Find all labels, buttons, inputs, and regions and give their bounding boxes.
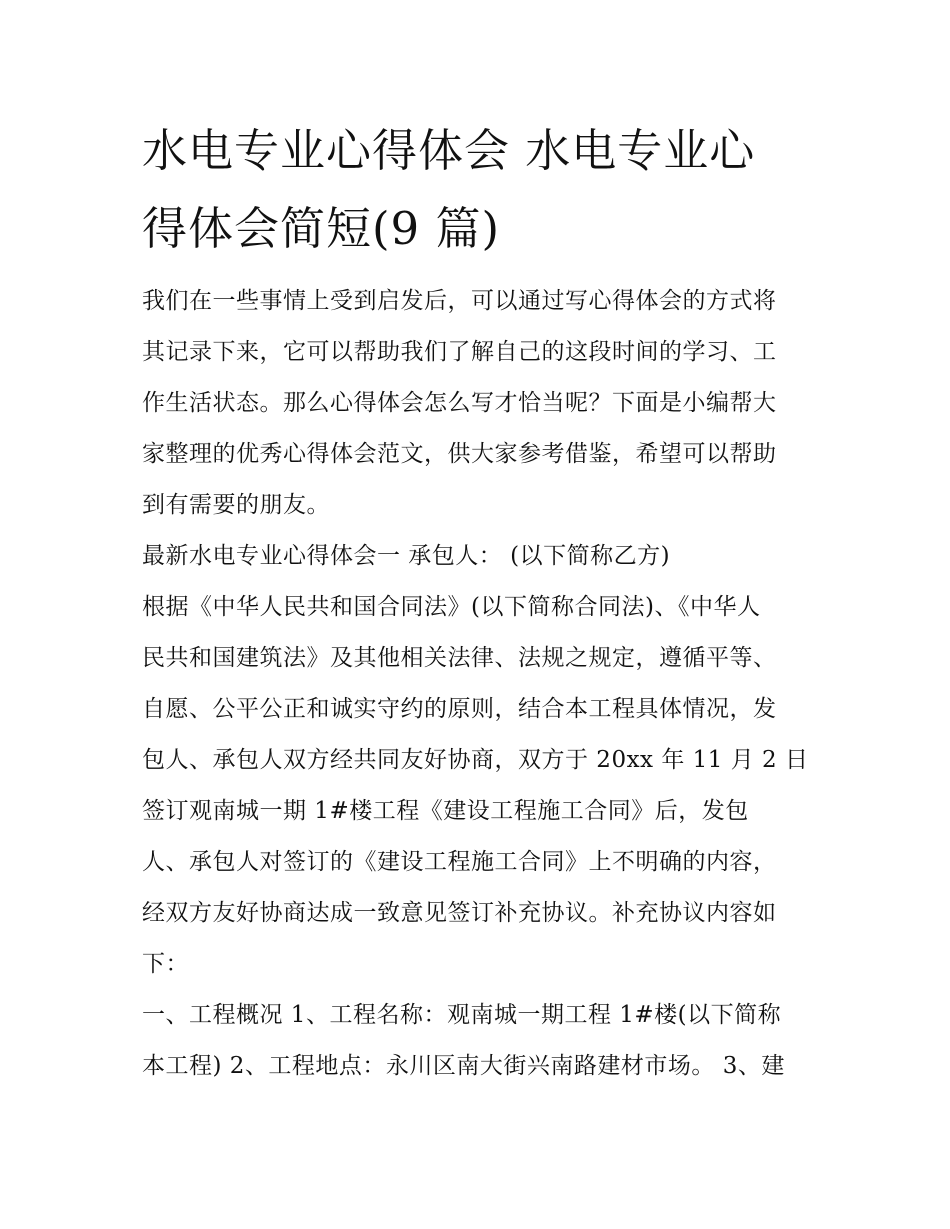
body-line: 人、承包人对签订的《建设工程施工合同》上不明确的内容， xyxy=(142,849,777,875)
body-line: 包人、承包人双方经共同友好协商，双方于 20xx 年 11 月 2 日 xyxy=(142,747,809,773)
body-line: 最新水电专业心得体会一 承包人： (以下简称乙方) xyxy=(142,543,671,569)
body-line: 作生活状态。那么心得体会怎么写才恰当呢？下面是小编帮大 xyxy=(142,390,777,416)
body-line: 下： xyxy=(142,951,189,977)
body-line: 一、工程概况 1、工程名称：观南城一期工程 1#楼(以下简称 xyxy=(142,1002,782,1028)
body-line: 自愿、公平公正和诚实守约的原则，结合本工程具体情况，发 xyxy=(142,696,777,722)
body-line: 家整理的优秀心得体会范文，供大家参考借鉴，希望可以帮助 xyxy=(142,441,777,467)
body-line: 我们在一些事情上受到启发后，可以通过写心得体会的方式将 xyxy=(142,288,777,314)
body-line: 经双方友好协商达成一致意见签订补充协议。补充协议内容如 xyxy=(142,900,777,926)
document-body xyxy=(142,276,832,1092)
body-line: 根据《中华人民共和国合同法》(以下简称合同法)、《中华人 xyxy=(142,594,761,620)
title-line: 水电专业心得体会 水电专业心 xyxy=(142,124,756,177)
body-line: 其记录下来，它可以帮助我们了解自己的这段时间的学习、工 xyxy=(142,339,777,365)
body-line: 本工程) 2、工程地点：永川区南大街兴南路建材市场。 3、建 xyxy=(142,1053,785,1079)
document-title xyxy=(142,112,822,268)
title-line: 得体会简短(9 篇) xyxy=(142,202,501,255)
body-line: 到有需要的朋友。 xyxy=(142,492,330,518)
body-line: 签订观南城一期 1#楼工程《建设工程施工合同》后，发包 xyxy=(142,798,749,824)
body-line: 民共和国建筑法》及其他相关法律、法规之规定，遵循平等、 xyxy=(142,645,777,671)
